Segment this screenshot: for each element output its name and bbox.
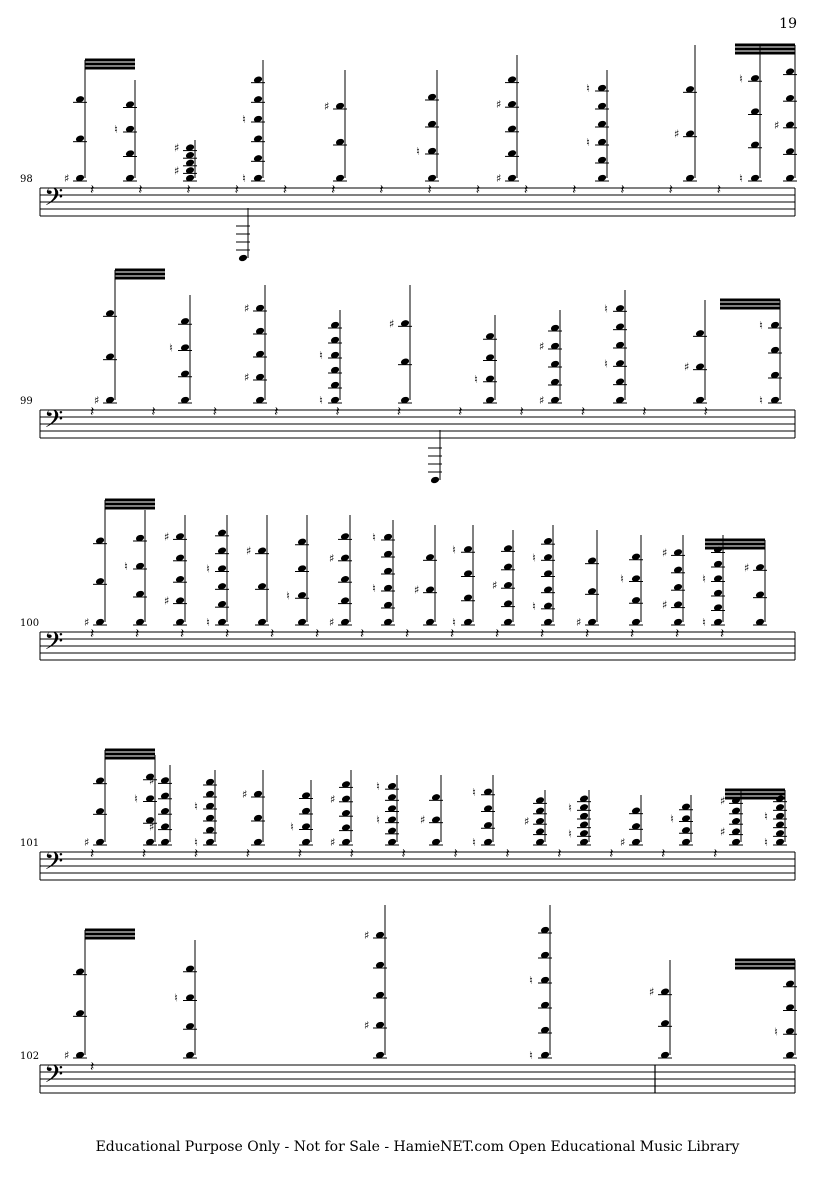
accidental: ♯ [94, 394, 100, 407]
accidental: ♯ [149, 820, 155, 834]
quarter-rest: 𝄽 [180, 626, 185, 642]
accidental: ♮ [452, 616, 456, 629]
quarter-rest: 𝄽 [703, 404, 708, 420]
accidental: ♯ [662, 598, 668, 612]
accidental: ♯ [330, 836, 336, 849]
notehead [430, 476, 440, 485]
accidental: ♯ [244, 302, 250, 315]
accidental: ♯ [539, 394, 545, 407]
accidental: ♮ [764, 836, 768, 849]
accidental: ♯ [329, 616, 335, 629]
accidental: ♯ [330, 792, 336, 806]
quarter-rest: 𝄽 [675, 626, 680, 642]
accidental: ♮ [206, 562, 210, 576]
accidental: ♯ [174, 164, 180, 178]
quarter-rest: 𝄽 [212, 404, 218, 420]
accidental: ♮ [472, 836, 476, 849]
quarter-rest: 𝄽 [135, 626, 140, 642]
accidental: ♮ [376, 780, 380, 794]
accidental: ♮ [702, 616, 706, 629]
accidental: ♮ [124, 560, 128, 573]
quarter-rest: 𝄽 [475, 182, 481, 198]
accidental: ♮ [764, 810, 768, 823]
accidental: ♯ [649, 985, 655, 999]
quarter-rest: 𝄽 [270, 626, 275, 642]
accidental: ♯ [242, 788, 248, 801]
accidental: ♮ [702, 572, 706, 586]
quarter-rest: 𝄽 [274, 404, 279, 420]
accidental: ♯ [576, 616, 582, 629]
quarter-rest: 𝄽 [453, 846, 458, 862]
bass-clef: 𝄢 [44, 847, 64, 882]
accidental: ♯ [84, 616, 90, 629]
quarter-rest: 𝄽 [642, 404, 647, 420]
accidental: ♮ [372, 531, 376, 544]
accidental: ♯ [684, 360, 690, 374]
accidental: ♮ [586, 136, 590, 149]
accidental: ♯ [64, 172, 70, 185]
accidental: ♯ [720, 825, 726, 839]
quarter-rest: 𝄽 [720, 626, 725, 642]
measure-number: 98 [20, 174, 33, 185]
accidental: ♮ [474, 372, 478, 386]
quarter-rest: 𝄽 [225, 626, 230, 642]
accidental: ♮ [452, 543, 456, 557]
quarter-rest: 𝄽 [405, 626, 410, 642]
quarter-rest: 𝄽 [609, 846, 614, 862]
quarter-rest: 𝄽 [315, 626, 320, 642]
accidental: ♮ [286, 589, 290, 603]
notehead [238, 254, 248, 263]
quarter-rest: 𝄽 [193, 846, 199, 862]
quarter-rest: 𝄽 [90, 846, 95, 862]
quarter-rest: 𝄽 [141, 846, 147, 862]
accidental: ♯ [364, 1019, 370, 1032]
accidental: ♮ [532, 599, 536, 613]
bass-clef: 𝄢 [44, 183, 64, 218]
quarter-rest: 𝄽 [234, 182, 239, 198]
accidental: ♯ [720, 794, 726, 808]
accidental: ♯ [496, 98, 502, 112]
accidental: ♮ [532, 551, 536, 565]
accidental: ♮ [620, 572, 624, 586]
quarter-rest: 𝄽 [505, 846, 510, 862]
accidental: ♮ [739, 72, 743, 86]
accidental: ♯ [364, 929, 370, 942]
bass-clef: 𝄢 [44, 1060, 64, 1095]
accidental: ♮ [169, 341, 173, 355]
accidental: ♮ [194, 800, 198, 813]
quarter-rest: 𝄽 [245, 846, 251, 862]
accidental: ♮ [568, 827, 572, 841]
accidental: ♯ [662, 546, 668, 560]
quarter-rest: 𝄽 [630, 626, 635, 642]
accidental: ♮ [586, 82, 590, 95]
accidental: ♮ [670, 812, 674, 826]
accidental: ♯ [496, 172, 502, 185]
quarter-rest: 𝄽 [495, 626, 500, 642]
quarter-rest: 𝄽 [620, 182, 625, 198]
accidental: ♮ [319, 349, 323, 362]
quarter-rest: 𝄽 [151, 404, 156, 420]
accidental: ♮ [568, 801, 572, 815]
accidental: ♮ [114, 123, 118, 136]
accidental: ♮ [194, 836, 198, 849]
accidental: ♯ [174, 141, 180, 155]
accidental: ♯ [744, 561, 750, 575]
accidental: ♮ [376, 813, 380, 827]
quarter-rest: 𝄽 [297, 846, 302, 862]
accidental: ♮ [529, 974, 533, 987]
quarter-rest: 𝄽 [349, 846, 354, 862]
quarter-rest: 𝄽 [661, 846, 666, 862]
quarter-rest: 𝄽 [90, 404, 95, 420]
page-number: 19 [779, 16, 797, 32]
quarter-rest: 𝄽 [580, 404, 586, 420]
quarter-rest: 𝄽 [450, 626, 455, 642]
quarter-rest: 𝄽 [716, 182, 722, 198]
quarter-rest: 𝄽 [138, 182, 143, 198]
accidental: ♯ [389, 317, 395, 331]
accidental: ♮ [529, 1049, 533, 1062]
accidental: ♯ [774, 118, 780, 132]
quarter-rest: 𝄽 [540, 626, 545, 642]
accidental: ♯ [492, 579, 498, 593]
quarter-rest: 𝄽 [427, 182, 432, 198]
accidental: ♯ [246, 544, 252, 558]
accidental: ♯ [84, 836, 90, 849]
accidental: ♯ [64, 1049, 70, 1062]
quarter-rest: 𝄽 [458, 404, 463, 420]
accidental: ♯ [674, 127, 680, 141]
accidental: ♯ [164, 594, 170, 608]
bass-clef: 𝄢 [44, 405, 64, 440]
accidental: ♮ [242, 172, 246, 185]
quarter-rest: 𝄽 [519, 404, 524, 420]
quarter-rest: 𝄽 [282, 182, 288, 198]
accidental: ♮ [774, 1025, 778, 1039]
accidental: ♯ [524, 815, 530, 829]
accidental: ♮ [206, 616, 210, 629]
quarter-rest: 𝄽 [331, 182, 336, 198]
accidental: ♮ [242, 113, 246, 126]
accidental: ♯ [539, 340, 545, 353]
measure-number: 102 [20, 1051, 40, 1062]
accidental: ♮ [174, 991, 178, 1005]
quarter-rest: 𝄽 [335, 404, 340, 420]
measure-number: 101 [20, 838, 40, 849]
accidental: ♮ [319, 394, 323, 407]
accidental: ♯ [620, 836, 626, 849]
footer-copyright: Educational Purpose Only - Not for Sale - HamieNET.com Open Educational Music Library [95, 1139, 740, 1155]
accidental: ♮ [372, 582, 376, 595]
quarter-rest: 𝄽 [360, 626, 365, 642]
quarter-rest: 𝄽 [379, 182, 384, 198]
quarter-rest: 𝄽 [585, 626, 590, 642]
quarter-rest: 𝄽 [186, 182, 191, 198]
accidental: ♯ [324, 100, 330, 113]
measure-number: 100 [20, 618, 40, 629]
accidental: ♮ [739, 172, 743, 185]
accidental: ♮ [134, 792, 138, 806]
quarter-rest: 𝄽 [401, 846, 406, 862]
accidental: ♯ [420, 813, 426, 827]
quarter-rest: 𝄽 [90, 1059, 95, 1075]
accidental: ♮ [472, 785, 476, 799]
quarter-rest: 𝄽 [396, 404, 402, 420]
quarter-rest: 𝄽 [713, 846, 718, 862]
accidental: ♯ [149, 774, 155, 788]
accidental: ♮ [604, 302, 608, 316]
measure-number: 99 [20, 396, 33, 407]
bass-clef: 𝄢 [44, 627, 64, 662]
accidental: ♯ [244, 371, 250, 384]
accidental: ♯ [414, 583, 420, 597]
quarter-rest: 𝄽 [90, 626, 95, 642]
quarter-rest: 𝄽 [523, 182, 529, 198]
quarter-rest: 𝄽 [668, 182, 673, 198]
accidental: ♮ [759, 319, 763, 332]
accidental: ♮ [416, 145, 420, 158]
quarter-rest: 𝄽 [90, 182, 95, 198]
accidental: ♮ [290, 820, 294, 834]
accidental: ♯ [164, 530, 170, 544]
accidental: ♮ [604, 357, 608, 371]
quarter-rest: 𝄽 [572, 182, 577, 198]
quarter-rest: 𝄽 [557, 846, 562, 862]
accidental: ♮ [759, 394, 763, 407]
accidental: ♯ [329, 551, 335, 565]
